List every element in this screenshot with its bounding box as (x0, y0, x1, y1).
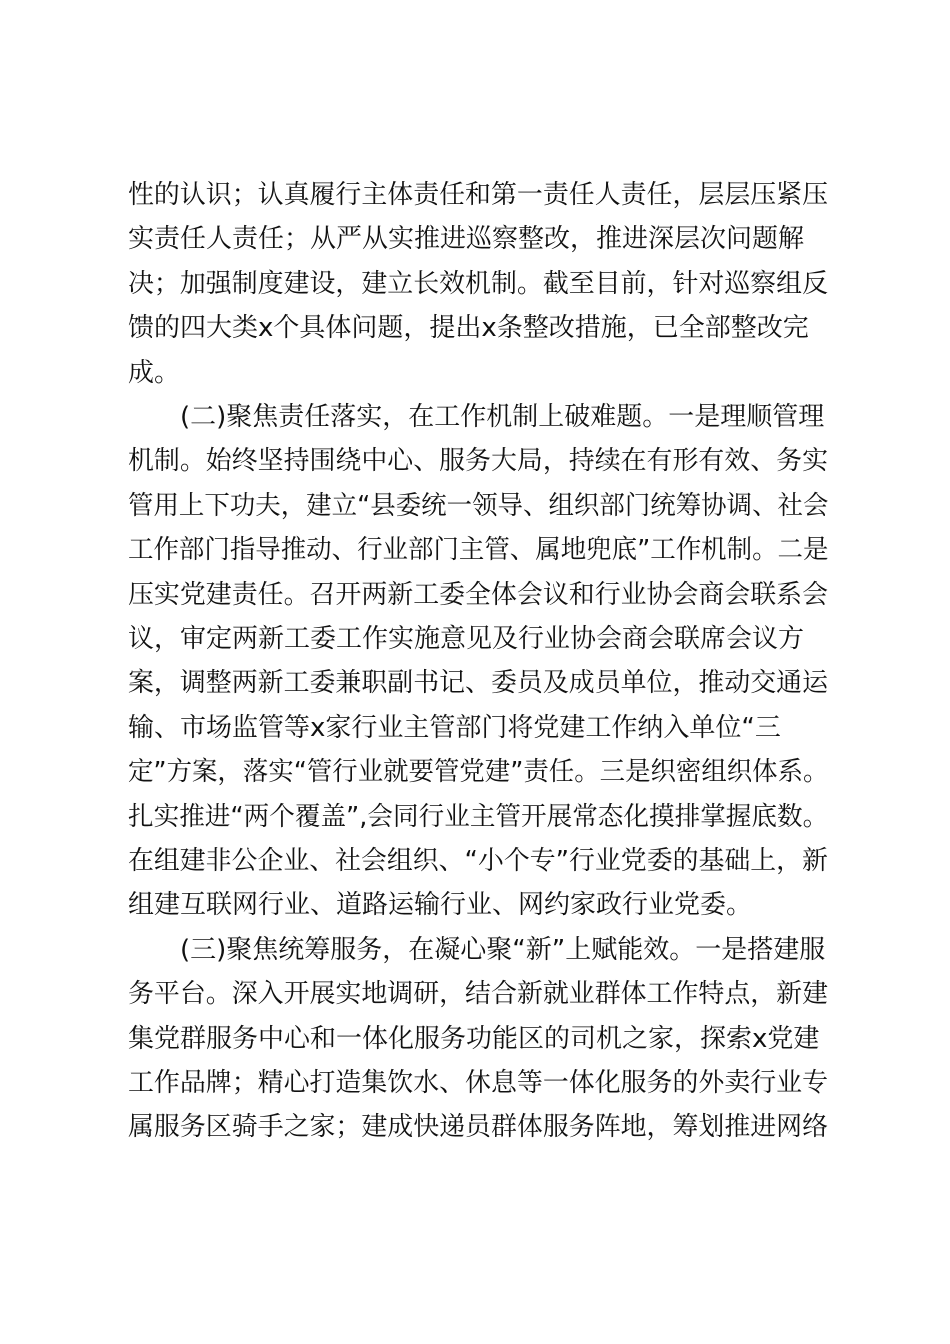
text-line-17: 组建互联网行业、道路运输行业、网约家政行业党委。 (128, 890, 753, 920)
text-line-9: 工作部门指导推动、行业部门主管、属地兜底”工作机制。二是 (128, 535, 829, 565)
text-line-3: 决；加强制度建设，建立长效机制。截至目前，针对巡察组反 (128, 269, 829, 299)
text-line-13: 输、市场监管等x家行业主管部门将党建工作纳入单位“三 (128, 713, 781, 743)
text-line-19: 务平台。深入开展实地调研，结合新就业群体工作特点，新建 (128, 979, 829, 1009)
text-line-16: 在组建非公企业、社会组织、“小个专”行业党委的基础上，新 (128, 846, 828, 876)
text-line-12: 案，调整两新工委兼职副书记、委员及成员单位，推动交通运 (128, 668, 829, 698)
text-line-22: 属服务区骑手之家；建成快递员群体服务阵地，筹划推进网络 (128, 1112, 829, 1142)
text-line-1: 性的认识；认真履行主体责任和第一责任人责任，层层压紧压 (128, 180, 829, 210)
text-line-7: 机制。始终坚持围绕中心、服务大局，持续在有形有效、务实 (128, 446, 829, 476)
text-line-11: 议，审定两新工委工作实施意见及行业协会商会联席会议方 (128, 624, 805, 654)
text-line-2: 实责任人责任；从严从实推进巡察整改，推进深层次问题解 (128, 224, 805, 254)
text-line-8: 管用上下功夫，建立“县委统一领导、组织部门统筹协调、社会 (128, 491, 829, 521)
text-line-10: 压实党建责任。召开两新工委全体会议和行业协会商会联系会 (128, 580, 829, 610)
text-line-21: 工作品牌；精心打造集饮水、休息等一体化服务的外卖行业专 (128, 1068, 829, 1098)
text-line-4: 馈的四大类x个具体问题，提出x条整改措施，已全部整改完 (128, 313, 809, 343)
text-line-14: 定”方案，落实“管行业就要管党建”责任。三是织密组织体系。 (128, 757, 829, 787)
paragraph-3-heading-line: (三)聚焦统筹服务，在凝心聚“新”上赋能效。一是搭建服 (180, 935, 826, 965)
text-line-20: 集党群服务中心和一体化服务功能区的司机之家，探索x党建 (128, 1024, 820, 1054)
paragraph-2-heading-line: (二)聚焦责任落实，在工作机制上破难题。一是理顺管理 (180, 402, 825, 432)
text-line-15: 扎实推进“两个覆盖”,会同行业主管开展常态化摸排掌握底数。 (128, 802, 829, 832)
text-line-5: 成。 (128, 358, 181, 388)
